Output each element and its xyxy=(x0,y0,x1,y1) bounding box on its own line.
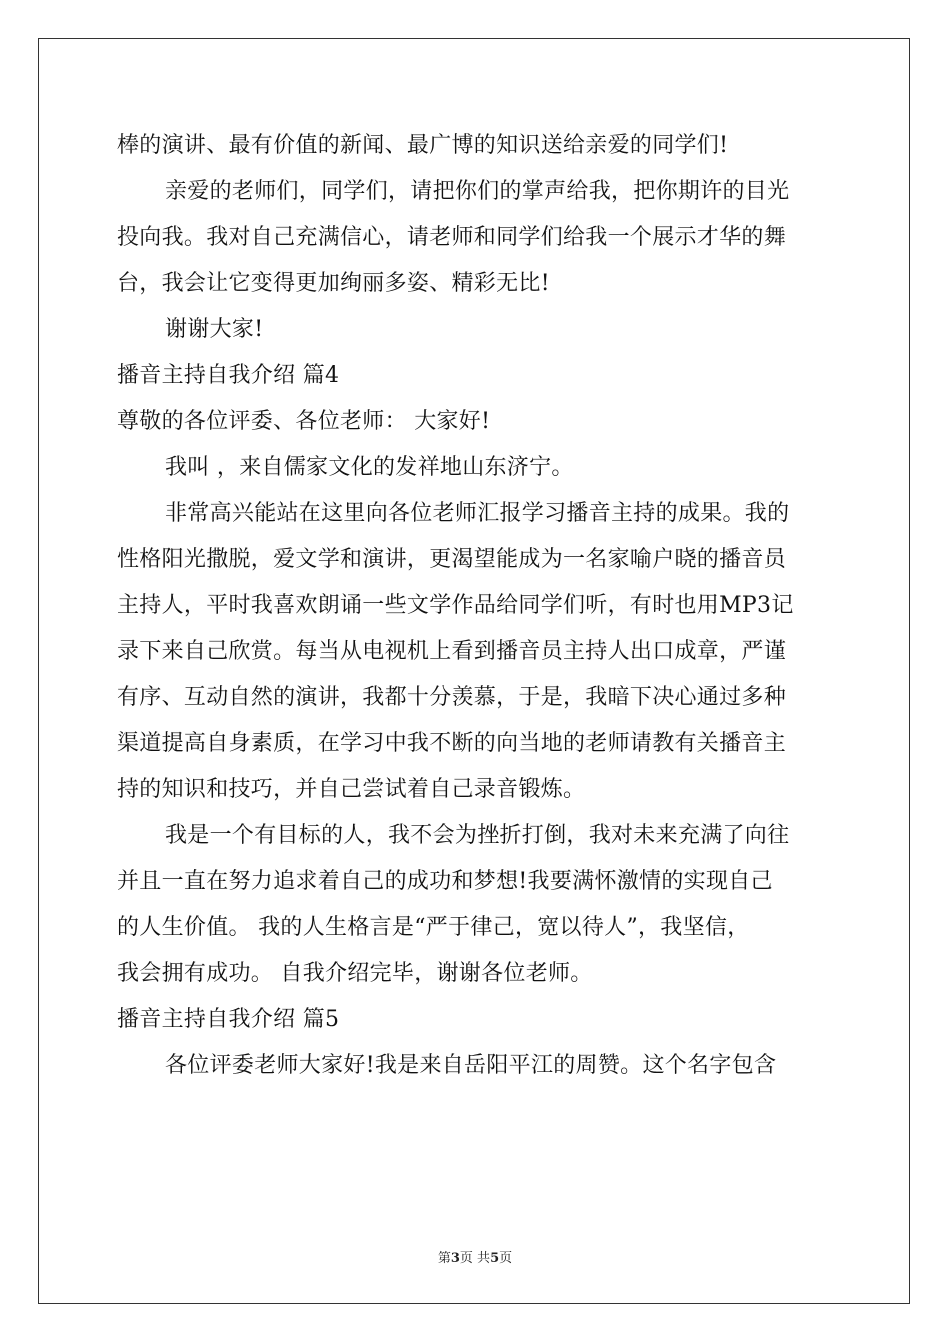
text-line: 亲爱的老师们，同学们，请把你们的掌声给我，把你期许的目光 xyxy=(165,179,790,204)
text-line: 非常高兴能站在这里向各位老师汇报学习播音主持的成果。我的 xyxy=(165,501,790,526)
text-line: 我是一个有目标的人，我不会为挫折打倒，我对未来充满了向往 xyxy=(165,823,790,848)
section-heading: 播音主持自我介绍 篇4 xyxy=(117,363,340,388)
page-total: 5 xyxy=(490,1251,500,1266)
section-heading: 播音主持自我介绍 篇5 xyxy=(117,1007,340,1032)
page-suffix: 页 xyxy=(499,1251,513,1266)
text-line: 有序、互动自然的演讲，我都十分羡慕，于是，我暗下决心通过多种 xyxy=(117,685,787,710)
text-line: 性格阳光撒脱，爱文学和演讲，更渴望能成为一名家喻户晓的播音员 xyxy=(117,547,787,572)
text-line: 尊敬的各位评委、各位老师： 大家好! xyxy=(117,409,491,434)
page-prefix: 第 xyxy=(437,1251,451,1266)
text-line: 我叫 ，来自儒家文化的发祥地山东济宁。 xyxy=(165,455,574,480)
text-line: 投向我。我对自己充满信心，请老师和同学们给我一个展示才华的舞 xyxy=(117,225,787,250)
text-line: 渠道提高自身素质，在学习中我不断的向当地的老师请教有关播音主 xyxy=(117,731,787,756)
text-line: 录下来自己欣赏。每当从电视机上看到播音员主持人出口成章，严谨 xyxy=(117,639,787,664)
text-line: 各位评委老师大家好!我是来自岳阳平江的周赞。这个名字包含 xyxy=(165,1053,777,1078)
text-line: 主持人，平时我喜欢朗诵一些文学作品给同学们听，有时也用MP3记 xyxy=(117,593,794,618)
page-number-footer xyxy=(0,1247,950,1266)
text-line: 棒的演讲、最有价值的新闻、最广博的知识送给亲爱的同学们! xyxy=(117,133,729,158)
text-line: 持的知识和技巧，并自己尝试着自己录音锻炼。 xyxy=(117,777,586,802)
text-line: 的人生价值。 我的人生格言是“严于律己，宽以待人”，我坚信， xyxy=(117,915,750,940)
text-line: 并且一直在努力追求着自己的成功和梦想!我要满怀激情的实现自己 xyxy=(117,869,773,894)
text-line: 谢谢大家! xyxy=(165,317,264,342)
page-mid: 页 共 xyxy=(459,1251,491,1266)
page-current: 3 xyxy=(450,1251,460,1266)
text-line: 台，我会让它变得更加绚丽多姿、精彩无比! xyxy=(117,271,550,296)
text-line: 我会拥有成功。 自我介绍完毕，谢谢各位老师。 xyxy=(117,961,593,986)
